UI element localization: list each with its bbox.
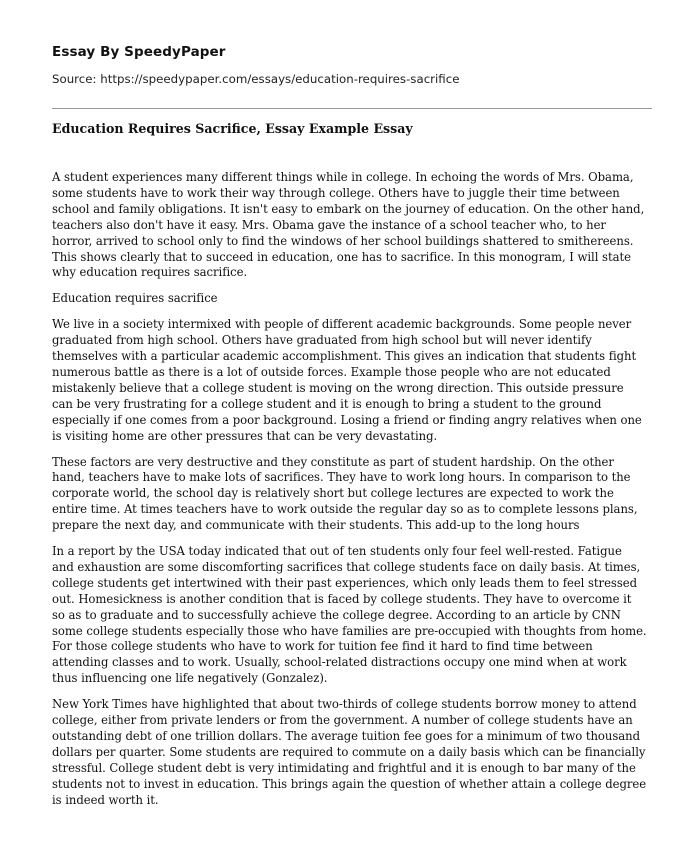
paragraph-line: corporate world, the school day is relatively short but college lectures are expected to work the: [52, 486, 614, 501]
paragraph-line: is indeed worth it.: [52, 792, 159, 807]
paragraph-line: why education requires sacrifice.: [52, 265, 248, 280]
paragraph-line: some college students especially those who have families are pre-occupied with thoughts from home.: [52, 623, 647, 638]
paragraph-line: dollars per quarter. Some students are required to commute on a daily basis which can be financially: [52, 744, 646, 759]
paragraph-line: hand, teachers have to make lots of sacrifices. They have to work long hours. In comparison to the: [52, 470, 631, 485]
essay-body: [52, 170, 658, 819]
essay-title: Education Requires Sacrifice, Essay Example Essay: [52, 121, 413, 136]
essay-paragraph: [52, 697, 658, 808]
paragraph-line: out. Homesickness is another condition that is faced by college students. They have to overcome it: [52, 591, 632, 606]
paragraph-line: graduated from high school. Others have graduated from high school but will never identify: [52, 333, 592, 348]
paragraph-line: college, either from private lenders or from the government. A number of college students have an: [52, 713, 633, 728]
paragraph-line: thus influencing one life negatively (Gonzalez).: [52, 671, 328, 686]
essay-paragraph: [52, 317, 658, 444]
paragraph-line: entire time. At times teachers have to work outside the regular day so as to complete lessons plans,: [52, 502, 638, 517]
paragraph-line: outstanding debt of one trillion dollars. The average tuition fee goes for a minimum of two thousand: [52, 729, 641, 743]
paragraph-line: These factors are very destructive and they constitute as part of student hardship. On the other: [52, 454, 614, 469]
paragraph-line: Education requires sacrifice: [52, 291, 218, 306]
paragraph-line: This shows clearly that to succeed in education, one has to sacrifice. In this monogram, I will state: [52, 249, 631, 264]
section-heading: [52, 291, 658, 307]
paragraph-line: students not to invest in education. This brings again the question of whether attain a college degree: [52, 776, 647, 791]
paragraph-line: prepare the next day, and communicate with their students. This add-up to the long hours: [52, 518, 580, 533]
paragraph-line: teachers also don't have it easy. Mrs. Obama gave the instance of a school teacher who, to her: [52, 217, 606, 232]
paragraph-line: stressful. College student debt is very intimidating and frightful and it is enough to bar many of the: [52, 760, 636, 775]
header-divider: [52, 108, 652, 109]
brand-heading: Essay By SpeedyPaper: [52, 44, 226, 60]
paragraph-line: A student experiences many different things while in college. In echoing the words of Mrs. Obama,: [52, 170, 634, 184]
paragraph-line: New York Times have highlighted that about two-thirds of college students borrow money to attend: [52, 697, 637, 712]
paragraph-line: In a report by the USA today indicated that out of ten students only four feel well-rested. Fatigue: [52, 544, 622, 559]
source-line: Source: https://speedypaper.com/essays/education-requires-sacrifice: [52, 72, 460, 86]
paragraph-line: horror, arrived to school only to find the windows of her school buildings shattered to smithereens.: [52, 233, 634, 248]
essay-paragraph: [52, 170, 658, 281]
paragraph-line: attending classes and to work. Usually, school-related distractions occupy one mind when at work: [52, 655, 627, 670]
paragraph-line: especially if one comes from a poor background. Losing a friend or finding angry relatives when one: [52, 412, 642, 427]
paragraph-line: can be very frustrating for a college student and it is enough to bring a student to the ground: [52, 396, 602, 411]
paragraph-line: mistakenly believe that a college student is moving on the wrong direction. This outside pressure: [52, 380, 624, 395]
paragraph-line: some students have to work their way through college. Others have to juggle their time between: [52, 185, 620, 200]
paragraph-line: is visiting home are other pressures that can be very devastating.: [52, 428, 438, 443]
paragraph-line: school and family obligations. It isn't easy to embark on the journey of education. On the other hand,: [52, 201, 645, 216]
essay-paragraph: [52, 544, 658, 687]
essay-paragraph: [52, 455, 658, 535]
paragraph-line: numerous battle as there is a lot of outside forces. Example those people who are not educated: [52, 364, 611, 379]
paragraph-line: so as to graduate and to successfully achieve the college degree. According to an article by CNN: [52, 607, 621, 622]
paragraph-line: We live in a society intermixed with people of different academic backgrounds. Some people never: [52, 317, 632, 332]
paragraph-line: and exhaustion are some discomforting sacrifices that college students face on daily basis. At times,: [52, 559, 641, 574]
paragraph-line: For those college students who have to work for tuition fee find it hard to find time between: [52, 639, 593, 654]
paragraph-line: college students get intertwined with their past experiences, which only leads them to feel stressed: [52, 575, 637, 590]
paragraph-line: themselves with a particular academic accomplishment. This gives an indication that students fight: [52, 349, 637, 364]
